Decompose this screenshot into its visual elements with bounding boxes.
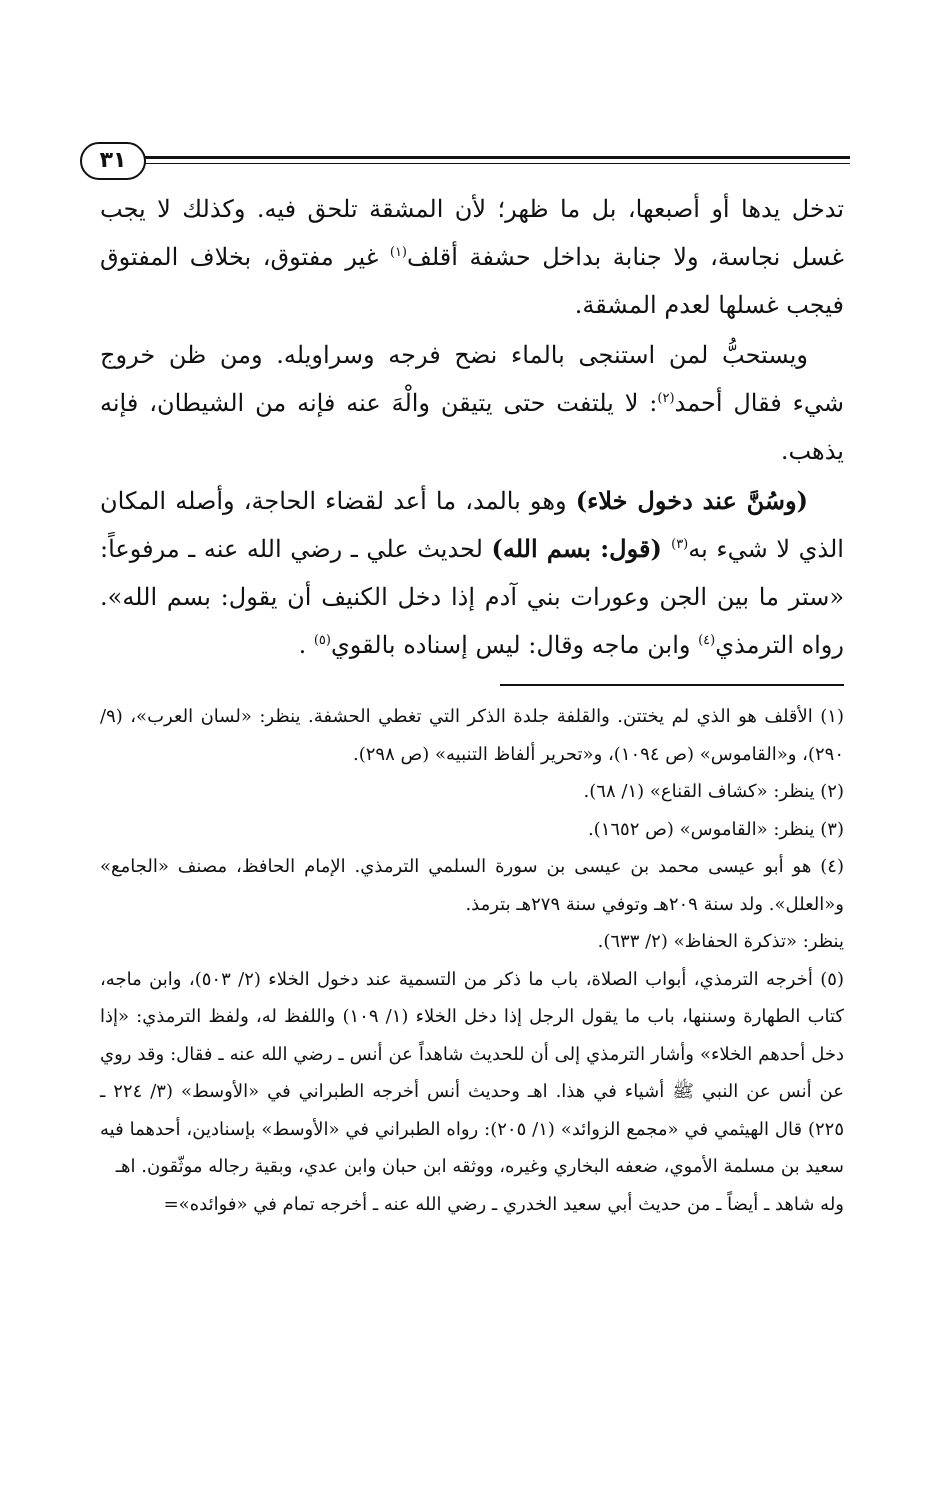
footnote-ref-1[interactable]: (١) bbox=[389, 245, 407, 260]
footnote-4: (٤) هو أبو عيسى محمد بن عيسى بن سورة السلمي الترمذي. الإمام الحافظ، مصنف «الجامع» و«العلل». ولد سنة ٢٠٩هـ وتوفي سنة ٢٧٩هـ بترمذ. bbox=[100, 856, 844, 915]
footnote-divider bbox=[500, 684, 844, 686]
footnote-5: (٥) أخرجه الترمذي، أبواب الصلاة، باب ما ذكر من التسمية عند دخول الخلاء (٢/ ٥٠٣)، وابن ماجه، كتاب الطهارة وسننها، باب ما يقول الرجل إذا دخل الخلاء (١/ ١٠٩) واللفظ له، ولفظ الترمذي: «إذا دخل أحدهم الخلاء» وأشار الترمذي إلى أن للحديث شاهداً عن أنس ـ رضي الله عنه ـ فقال: وقد روي عن أنس عن النبي ﷺ أشياء في هذا. اهـ وحديث أنس أخرجه الطبراني في «الأوسط» (٣/ ٢٢٤ ـ ٢٢٥) قال الهيثمي في «مجمع الزوائد» (١/ ٢٠٥): رواه الطبراني في «الأوسط» بإسنادين، أحدهما فيه سعيد بن مسلمة الأموي، ضعفه البخاري وغيره، ووثقه ابن حبان وابن عدي، وبقية رجاله موثّقون. اهـ bbox=[100, 968, 844, 1177]
footnote-5-continued: وله شاهد ـ أيضاً ـ من حديث أبي سعيد الخدري ـ رضي الله عنه ـ أخرجه تمام في «فوائده»= bbox=[163, 1193, 844, 1215]
matn-text: (قول: بسم الله) bbox=[491, 534, 672, 563]
footnote-ref-5[interactable]: (٥) bbox=[313, 633, 331, 648]
footnote-3: (٣) ينظر: «القاموس» (ص ١٦٥٢). bbox=[587, 818, 844, 840]
footnotes bbox=[100, 698, 844, 1223]
page-number: ٣١ bbox=[80, 142, 146, 180]
header-rule-thin bbox=[140, 163, 850, 164]
paragraph-1: تدخل يدها أو أصبعها، بل ما ظهر؛ لأن المشقة تلحق فيه. وكذلك لا يجب غسل نجاسة، ولا جنابة بداخل حشفة أقلف$^{(١)}$ غير مفتوق، بخلاف المفتوق فيجب غسلها لعدم المشقة. bbox=[100, 195, 844, 319]
page-header bbox=[80, 140, 850, 180]
footnote-2: (٢) ينظر: «كشاف القناع» (١/ ٦٨). bbox=[583, 781, 844, 802]
paragraph-3: (وسُنَّ عند دخول خلاء) وهو بالمد، ما أعد لقضاء الحاجة، وأصله المكان الذي لا شيء به$^{(٣)}$ (قول: بسم الله) لحديث علي ـ رضي الله عنه ـ مرفوعاً: «ستر ما بين الجن وعورات بني آدم إذا دخل الكنيف أن يقول: بسم الله». رواه الترمذي$^{(٤)}$ وابن ماجه وقال: ليس إسناده بالقوي$^{(٥)}$ . bbox=[100, 486, 844, 659]
footnote-1: (١) الأقلف هو الذي لم يختتن. والقلفة جلدة الذكر التي تغطي الحشفة. ينظر: «لسان العرب»، (٩/ ٢٩٠)، و«القاموس» (ص ١٠٩٤)، و«تحرير ألفاظ التنبيه» (ص ٢٩٨). bbox=[100, 706, 844, 765]
matn-text: (وسُنَّ عند دخول خلاء) bbox=[575, 486, 808, 515]
footnote-4-source: ينظر: «تذكرة الحفاظ» (٢/ ٦٣٣). bbox=[597, 931, 844, 952]
footnote-ref-4[interactable]: (٤) bbox=[698, 633, 716, 648]
footnote-ref-3[interactable]: (٣) bbox=[671, 537, 689, 552]
paragraph-2: ويستحبُّ لمن استنجى بالماء نضح فرجه وسراويله. ومن ظن خروج شيء فقال أحمد$^{(٢)}$: لا يلتفت حتى يتيقن والْهَ عنه فإنه من الشيطان، فإنه يذهب. bbox=[100, 341, 844, 465]
header-rule bbox=[140, 156, 850, 159]
footnote-ref-2[interactable]: (٢) bbox=[657, 391, 675, 406]
main-text bbox=[100, 185, 844, 669]
